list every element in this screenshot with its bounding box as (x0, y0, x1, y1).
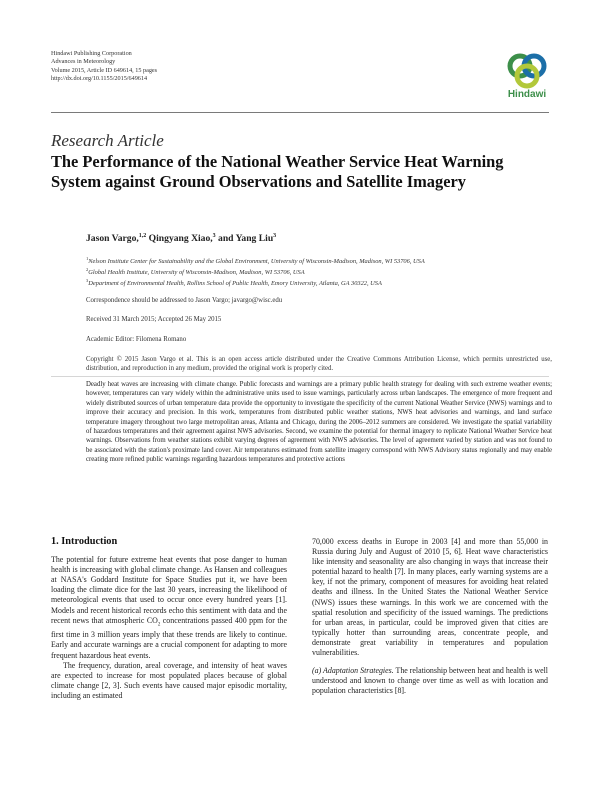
journal-header (51, 50, 157, 84)
volume-info: Volume 2015, Article ID 649614, 15 pages (51, 66, 158, 74)
paragraph-text: concentrations passed 400 ppm for the first time in 3 million years imply that these trends are likely to continue. Early and accurate warnings are a crucial component for adapting to more frequent hazardous heat events. (51, 615, 287, 660)
affiliation-text: Nelson Institute Center for Sustainability and the Global Environment, University of Wisconsin-Madison, Madison, WI 53706, USA (88, 258, 425, 266)
paragraph (51, 555, 287, 661)
subsection-label: (a) Adaptation Strategies. (312, 666, 394, 676)
header-divider (51, 112, 549, 113)
affiliation-mark: 2 (86, 267, 89, 272)
received-accepted-dates: Received 31 March 2015; Accepted 26 May 2015 (86, 316, 222, 323)
author-affiliation-mark: 3 (212, 233, 216, 239)
copyright-notice: Copyright © 2015 Jason Vargo et al. This is an open access article distributed under the Creative Commons Attribution License, which permits unrestricted use, distribution, and reproduction in any medium, provided the original work is properly cited. (86, 356, 552, 373)
paragraph (312, 666, 548, 696)
author-affiliation-mark: 1,2 (138, 233, 147, 239)
journal-name: Advances in Meteorology (51, 58, 116, 66)
affiliation-text: Department of Environmental Health, Rollins School of Public Health, Emory University, Atlanta, GA 30322, USA (88, 280, 382, 288)
author-name: and Yang Liu (215, 233, 274, 245)
left-column (51, 537, 287, 701)
paragraph: 70,000 excess deaths in Europe in 2003 [4] and more than 55,000 in Russia during July and August of 2010 [5, 6]. Heat wave characteristics like intensity and seasonality are also changing in ways that increase their potential hazard to health [7]. In many places, early warning systems are a key, if not the primary, component of measures for avoiding heat related deaths and illness. In the United States the National Weather Service (NWS) issues these warnings. In this work we are concerned with the spatial resolution and specificity of the issued warnings. The predictions for urban areas, in particular, could be improved given that cities are typically hotter than surrounding areas, concentrate people, and demonstrate great variability in temperatures and population vulnerabilities. (312, 537, 548, 658)
right-column (312, 537, 548, 696)
author-name: Jason Vargo, (86, 233, 139, 245)
paragraph-text: The potential for future extreme heat events that pose danger to human health is increasing with global climate change. As Hansen and colleagues at NASA's Goddard Institute for Space Studies put it, we have been loading the climate dice for the last 30 years, increasing the likelihood of meteorological events that used to occur once every hundred years [1]. Models and recent historical records echo this sentiment with data and the recent news that atmospheric CO (51, 555, 287, 625)
affiliation-text: Global Health Institute, University of Wisconsin-Madison, Madison, WI 53706, USA (88, 269, 305, 277)
subscript: 2 (157, 622, 161, 628)
author-name: Qingyang Xiao, (146, 233, 213, 245)
academic-editor: Academic Editor: Filomena Romano (86, 336, 187, 343)
affiliation (86, 266, 554, 277)
affiliation (86, 277, 554, 288)
article-type-label: Research Article (51, 131, 164, 150)
doi-link[interactable]: http://dx.doi.org/10.1155/2015/649614 (51, 75, 148, 83)
abstract-divider (51, 376, 549, 377)
hindawi-logo-text: Hindawi (507, 89, 547, 100)
correspondence: Correspondence should be addressed to Jason Vargo; javargo@wisc.edu (86, 297, 283, 304)
article-title: The Performance of the National Weather Service Heat Warning System against Ground Observations and Satellite Imagery (51, 152, 504, 191)
paragraph: The frequency, duration, areal coverage, and intensity of heat waves are expected to increase for most populated places because of global climate change [2, 3]. Such events have caused major episodic mortality, including an estimated (51, 660, 287, 700)
affiliation (86, 255, 554, 266)
author-list (86, 233, 276, 244)
paragraph-text: The relationship between heat and health is well understood and known to change over time as well as with location and population characteristics [8]. (312, 666, 548, 696)
affiliation-mark: 3 (86, 278, 89, 283)
abstract: Deadly heat waves are increasing with climate change. Public forecasts and warnings are a primary public health strategy for dealing with such extreme weather events; however, temperatures can vary widely within the administrative units used to issue warnings, particularly across urban landscapes. The emergence of more frequent and widely distributed sources of urban temperature data provide the opportunity to investigate the specificity of the current National Weather Service (NWS) warnings and to improve their accuracy and precision. In this work, temperatures from distributed public weather stations, NWS heat advisories and warnings, and land surface temperature imagery throughout two large metropolitan areas, Atlanta and Chicago, during the 2006–2012 summers are considered. We investigate the spatial variability of hazardous temperatures and their agreement against NWS advisories. Second, we examine the potential for thermal imagery to replicate National Weather Service heat warnings. Observations from weather stations exhibit varying degrees of agreement with NWS advisories. The level of agreement varied by station and was not found to be associated with the station's proximate land cover. Air temperatures estimated from satellite imagery correspond with NWS Advisory status regionally and may enable creating more refined public warnings regarding hazardous temperatures and protective actions (86, 381, 552, 464)
affiliation-mark: 1 (86, 256, 89, 261)
section-heading: 1. Introduction (51, 536, 118, 547)
publisher: Hindawi Publishing Corporation (51, 50, 132, 57)
author-affiliation-mark: 3 (273, 233, 277, 239)
